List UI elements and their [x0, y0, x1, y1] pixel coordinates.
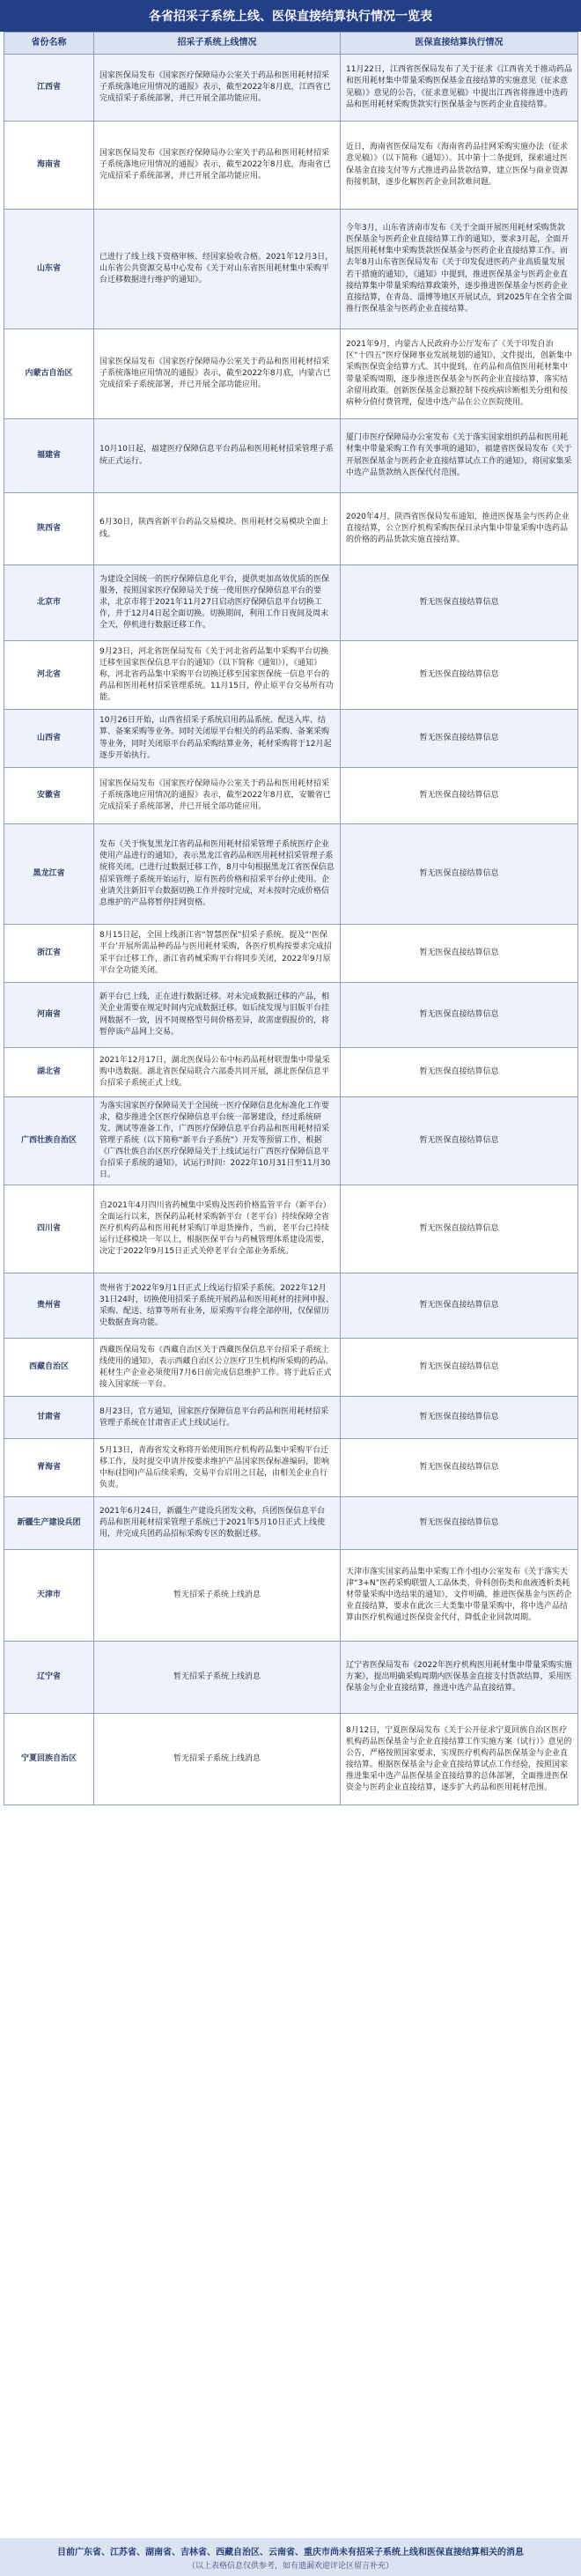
launch-status-cell: 10月10日起，福建医疗保障信息平台药品和医用耗材招采管理子系统正式运行。 [94, 419, 341, 493]
launch-status-cell: 2021年12月17日，湖北医保局公布中标药品耗材联盟集中带量采购中选数据。湖北省医保局联合六部委共同开展，湖北医保信息平台招采子系统正式上线。 [94, 1048, 341, 1097]
settlement-status-cell: 2021年9月，内蒙古人民政府办公厅发布了《关于印发自治区“十四五”医疗保障事业发展规划的通知》，文件提出，创新集中采购医保资金结算方式。其中提到，在药品和高值医用耗材集中带量采购周期，逐步推进医保基金与医药企业直接结算，落实结余留用政策。创新医保基金总额控制下按疾病诊断相关分组和按病种分值付费管理，促进中选产品在公立医院使用。 [341, 329, 578, 419]
settlement-status-cell: 暂无医保直接结算信息 [341, 1497, 578, 1550]
table-row [4, 1714, 578, 1805]
settlement-status-cell: 2020年4月，陕西省医保局发布通知，推进医保基金与医药企业直接结算，公立医疗机构采购医保目录内集中带量采购中选药品的价格的药品货款实施直接结算。 [341, 493, 578, 565]
province-cell: 浙江省 [4, 925, 94, 983]
table-row [4, 1048, 578, 1097]
settlement-status-cell: 暂无医保直接结算信息 [341, 824, 578, 925]
table-row [4, 122, 578, 210]
settlement-status-cell: 暂无医保直接结算信息 [341, 710, 578, 768]
launch-status-cell: 贵州省于2022年9月1日正式上线运行招采子系统。2022年12月31日24时，切换使用招采子系统开展药品和医用耗材的挂网申报、采购、配送、结算等所有业务，原采购平台将全部停用，仅保留历史数据查询功能。 [94, 1273, 341, 1339]
settlement-status-cell: 暂无医保直接结算信息 [341, 1097, 578, 1185]
launch-status-cell: 8月15日起，全国上线浙江省“智慧医保”招采子系统。提及“‘医保平台’开展所需品种药品与医用耗材采购，各医疗机构按要求完成招采平台迁移工作，浙江省药械采购平台将同步关闭，2022年9月原平台全功能关闭。 [94, 925, 341, 983]
launch-status-cell: 西藏医保局发布《西藏自治区关于西藏医保信息平台招采子系统上线使用的通知》，表示西藏自治区公立医疗卫生机构所采购的药品、耗材生产企业必须使用7月6日前完成信息维护工作。将于此后正式接入国家统一平台。 [94, 1339, 341, 1397]
table-row [4, 1273, 578, 1339]
launch-status-cell: 5月13日，青海省发文称将开始使用医疗机构药品集中采购平台迁移工作，及时提交申请并按要求维护产品国家医保标准编码，影响中标(挂网)产品后续采购，交易平台启用之日起，由相关企业自行负责。 [94, 1439, 341, 1497]
launch-status-cell: 6月30日，陕西省新平台药品交易模块、医用耗材交易模块全面上线。 [94, 493, 341, 565]
province-cell: 贵州省 [4, 1273, 94, 1339]
table-row [4, 493, 578, 565]
settlement-status-cell: 8月12日，宁夏医保局发布《关于公开征求宁夏回族自治区医疗机构药品医保基金与企业直接结算工作实施方案（试行）》意见的公告，严格按照国家要求，实现医疗机构药品医保基金与企业直接结算。根据医保基金与企业直接结算试点工作经验，按照国家推进集采中选产品医保基金直接结算的总体部署，全面推进医保资金与医药企业直接结算，逐步扩大药品和医用耗材范围。 [341, 1714, 578, 1805]
launch-status-cell: 暂无招采子系统上线消息 [94, 1642, 341, 1714]
launch-status-cell: 国家医保局发布《国家医疗保障局办公室关于药品和医用耗材招采子系统落地应用情况的通报》表示，截至2022年8月底，内蒙古已完成招采子系统部署，并已开展全部功能应用。 [94, 329, 341, 419]
table-row [4, 329, 578, 419]
launch-status-cell: 为落实国家医疗保障局关于全国统一医疗保障信息化标准化工作要求，稳步推进全区医疗保障信息平台统一部署建设，经过系统研发、测试等准备工作，广西医疗保障信息平台药品和医用耗材招采管理子系统（以下简称“新平台子系统”）开发等预留工作，根据《广西壮族自治区医疗保障局关于上线试运行广西医疗保障信息平台招采子系统的通知》，试运行时间：2022年10月31日至11月30日。 [94, 1097, 341, 1185]
province-cell: 青海省 [4, 1439, 94, 1497]
header-province: 省份名称 [4, 33, 94, 55]
launch-status-cell: 国家医保局发布《国家医疗保障局办公室关于药品和医用耗材招采子系统落地应用情况的通报》表示，截至2022年8月底，江西省已完成招采子系统部署，并已开展全部功能应用。 [94, 55, 341, 122]
table-row [4, 710, 578, 768]
settlement-status-cell: 厦门市医疗保障局办公室发布《关于落实国家组织药品和医用耗材集中带量采购工作有关事项的通知》，福建省医保局发布《关于开展医保基金与医药企业直接结算试点工作的通知》，将国家集采中选产品货款纳入医保代付范围。 [341, 419, 578, 493]
launch-status-cell: 9月23日，河北省医保局发布《关于河北省药品集中采购平台切换迁移至国家医保信息平台的通知》（以下简称《通知》），《通知》称，河北省药品集中采购平台切换迁移至国家医保统一信息平台的药品和医用耗材招采管理系统。11月15日，停止原平台交易所有功能。 [94, 641, 341, 710]
province-cell: 湖北省 [4, 1048, 94, 1097]
launch-status-cell: 2021年6月24日，新疆生产建设兵团发文称，兵团医保信息平台 药品和医用耗材招采管理子系统已于2021年5月10日正式上线使用，并完成兵团药品招标采购专区的数据迁移。 [94, 1497, 341, 1550]
table-row [4, 1497, 578, 1550]
settlement-status-cell: 暂无医保直接结算信息 [341, 1273, 578, 1339]
province-cell: 天津市 [4, 1550, 94, 1642]
table-row [4, 1185, 578, 1273]
province-cell: 北京市 [4, 565, 94, 641]
footer-line-2: （以上表格信息仅供参考，如有遗漏欢迎评论区留言补充） [187, 2561, 393, 2571]
province-cell: 山西省 [4, 710, 94, 768]
table-body [4, 55, 578, 1805]
settlement-status-cell: 近日，海南省医保局发布《海南省药品挂网采购实施办法（征求意见稿）》（以下简称《通知》）。其中第十二条提到，探索通过医保基金直接支付等方式推进药品货款结算，建立医保与商业资源衔接机制，逐步化解医药企业回款难问题。 [341, 122, 578, 210]
settlement-status-cell: 11月22日，江西省医保局发布了关于征求《江西省关于推动药品和医用耗材集中带量采购医保基金直接结算的实施意见（征求意见稿）》意见的公告，《征求意见稿》中提出江西省将推进中选药品和医用耗材采购货款实行医保基金与医药企业直接结算。 [341, 55, 578, 122]
province-cell: 黑龙江省 [4, 824, 94, 925]
launch-status-cell: 发布《关于恢复黑龙江省药品和医用耗材招采管理子系统医疗企业使用产品进行的通知》，表示黑龙江省药品和医用耗材招采管理子系统将关闭。已进行过数据迁移工作，8月中旬根据黑龙江省医保信息招采管理子系统开始运行，原有医药价格和招采平台停止使用。企业请关注新旧平台数据切换工作并按时完成，对未按时完成价格信息维护的产品将暂停挂网资格。 [94, 824, 341, 925]
settlement-status-cell: 暂无医保直接结算信息 [341, 1185, 578, 1273]
settlement-status-cell: 暂无医保直接结算信息 [341, 1048, 578, 1097]
table-row [4, 1642, 578, 1714]
header-launch: 招采子系统上线情况 [94, 33, 341, 55]
province-cell: 陕西省 [4, 493, 94, 565]
launch-status-cell: 已进行了线上线下资格审核、经国家验收合格。2021年12月3日，山东省公共资源交易中心发布《关于对山东省医用耗材集中采购平台迁移数据进行维护的通知》。 [94, 210, 341, 329]
table-row [4, 824, 578, 925]
settlement-status-cell: 暂无医保直接结算信息 [341, 1439, 578, 1497]
province-cell: 新疆生产建设兵团 [4, 1497, 94, 1550]
footer-line-1: 目前广东省、江苏省、湖南省、吉林省、西藏自治区、云南省、重庆市尚未有招采子系统上线和医保直接结算相关的消息 [57, 2547, 524, 2558]
launch-status-cell: 国家医保局发布《国家医疗保障局办公室关于药品和医用耗材招采子系统落地应用情况的通报》表示，截至2022年8月底，海南省已完成招采子系统部署，并已开展全部功能应用。 [94, 122, 341, 210]
province-cell: 河南省 [4, 983, 94, 1048]
settlement-status-cell: 辽宁省医保局发布《2022年医疗机构医用耗材集中带量采购实施方案》，提出明确采购周期内医保基金直接支付货款结算，采用医保基金与企业直接结算，推进中选产品直接结算。 [341, 1642, 578, 1714]
province-cell: 福建省 [4, 419, 94, 493]
launch-status-cell: 暂无招采子系统上线消息 [94, 1550, 341, 1642]
table-row [4, 55, 578, 122]
settlement-status-cell: 暂无医保直接结算信息 [341, 641, 578, 710]
province-cell: 广西壮族自治区 [4, 1097, 94, 1185]
province-cell: 甘肃省 [4, 1397, 94, 1439]
table-row [4, 1097, 578, 1185]
province-cell: 山东省 [4, 210, 94, 329]
settlement-status-cell: 暂无医保直接结算信息 [341, 768, 578, 824]
province-cell: 江西省 [4, 55, 94, 122]
province-cell: 宁夏回族自治区 [4, 1714, 94, 1805]
table-row [4, 1397, 578, 1439]
province-cell: 海南省 [4, 122, 94, 210]
table-row [4, 983, 578, 1048]
launch-status-cell: 国家医保局发布《国家医疗保障局办公室关于药品和医用耗材招采子系统落地应用情况的通报》表示，截至2022年8月底，安徽省已完成招采子系统部署，并已开展全部功能应用。 [94, 768, 341, 824]
settlement-status-cell: 暂无医保直接结算信息 [341, 1339, 578, 1397]
table-row [4, 419, 578, 493]
settlement-status-cell: 今年3月，山东省济南市发布《关于全面开展医用耗材采购货款医保基金与医药企业直接结算工作的通知》，要求3月起，全面开展医用耗材集中采购货款医保基金与医药企业直接结算工作。而去年8月山东省医保局发布《关于印发促进医药产业高质量发展若干措施的通知》，《通知》中提到，推进医保基金与医药企业直接结算集中带量采购结算政策外，逐步推进医保基金与医药企业直接结算，在青岛、淄博等地区开展试点，到2025年在全省全面推行医保基金与医药企业直接结算。 [341, 210, 578, 329]
launch-status-cell: 新平台已上线，正在进行数据迁移。对未完成数据迁移的产品，相关企业需要在规定时间内完成数据迁移。如后续发现与旧版平台挂网数据不一致，因不同规格型号间价格差异，故需虚假报价的，将暂停该产品网上交易。 [94, 983, 341, 1048]
province-cell: 西藏自治区 [4, 1339, 94, 1397]
settlement-status-cell: 暂无医保直接结算信息 [341, 1397, 578, 1439]
settlement-status-cell: 暂无医保直接结算信息 [341, 983, 578, 1048]
table-title: 各省招采子系统上线、医保直接结算执行情况一览表 [0, 0, 581, 32]
settlement-status-cell: 暂无医保直接结算信息 [341, 565, 578, 641]
province-cell: 四川省 [4, 1185, 94, 1273]
footer-note [0, 2538, 581, 2576]
launch-status-cell: 8月23日，官方通知，国家医疗保障信息平台药品和医用耗材招采管理子系统在甘肃省正式上线试运行。 [94, 1397, 341, 1439]
table-header-row [4, 33, 578, 55]
settlement-status-cell: 暂无医保直接结算信息 [341, 925, 578, 983]
province-cell: 安徽省 [4, 768, 94, 824]
launch-status-cell: 自2021年4月四川省药械集中采购及医药价格监管平台（新平台）全面运行以来，医保药品耗材采购新平台（老平台）持续保障全省医疗机构药品和医用耗材采购订单退货操作，当前，老平台已持续运行迁移模块一年以上，根据医保平台与药械管理体系建设需要，决定于2022年9月15日正式关停老平台全部业务系统。 [94, 1185, 341, 1273]
table-row [4, 1439, 578, 1497]
table-row [4, 768, 578, 824]
table-row [4, 925, 578, 983]
province-cell: 辽宁省 [4, 1642, 94, 1714]
header-settlement: 医保直接结算执行情况 [341, 33, 578, 55]
launch-status-cell: 暂无招采子系统上线消息 [94, 1714, 341, 1805]
province-cell: 河北省 [4, 641, 94, 710]
table-row [4, 1550, 578, 1642]
table-row [4, 1339, 578, 1397]
launch-status-cell: 为建设全国统一的医疗保障信息化平台，提供更加高效优质的医保服务，按照国家医疗保障局关于统一使用医疗保障信息平台的要求，北京市将于2021年11月27日启动医疗保障信息平台切换工作，并于12月4日起全面切换。切换期间，利用工作日夜间及周末全天，停机进行数据迁移工作。 [94, 565, 341, 641]
launch-status-cell: 10月26日开始，山西省招采子系统启用药品系统、配送入库、结算、备案采购等业务。同时关闭原平台相关的药品采购、备案采购等业务，同时关闭原平台药品采购结算业务，耗材采购将于12月起逐步开始执行。 [94, 710, 341, 768]
summary-table [4, 32, 578, 1805]
table-row [4, 565, 578, 641]
table-row [4, 210, 578, 329]
settlement-status-cell: 天津市落实国家药品集中采购工作小组办公室发布《关于落实天津“3+N”医药采购联盟人工晶体类、骨科创伤类和血液透析类耗材带量采购中选结果的通知》，文件明确，推进医保基金与医药企业直接结算，要求在此次三大类集中带量采购中，将中选产品结算由医疗机构通过医保资金代付，降低企业回款周期。 [341, 1550, 578, 1642]
province-cell: 内蒙古自治区 [4, 329, 94, 419]
table-row [4, 641, 578, 710]
